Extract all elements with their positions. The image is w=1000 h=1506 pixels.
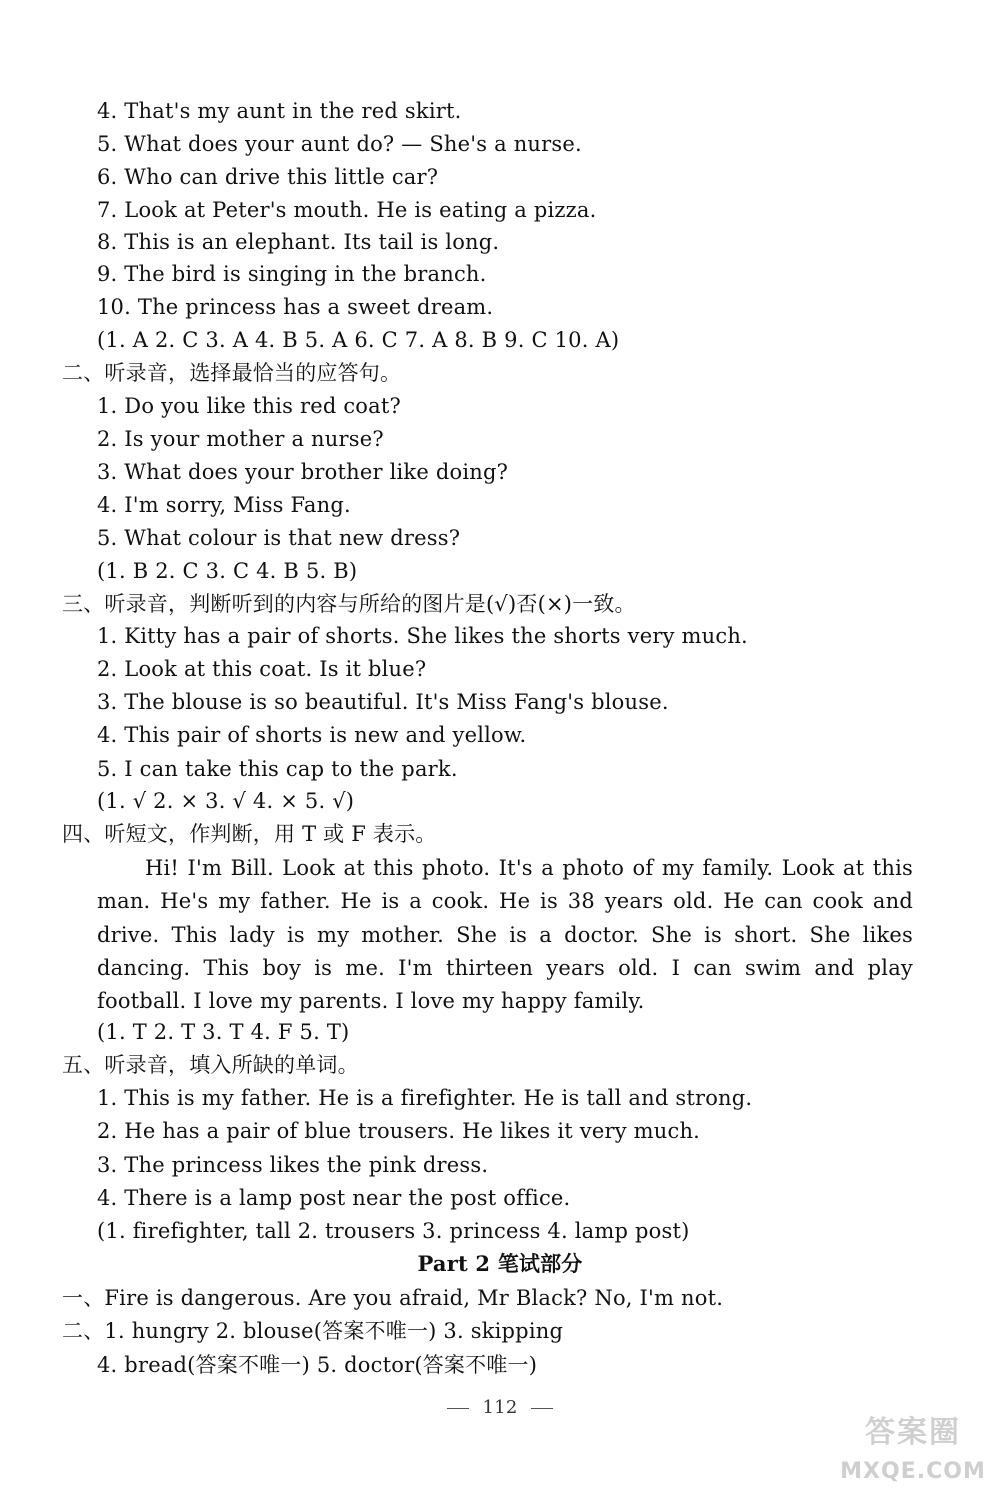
question-line: 2. Look at this coat. Is it blue? xyxy=(97,657,427,681)
question-line: 4. There is a lamp post near the post office. xyxy=(97,1186,571,1210)
question-line: 1. This is my father. He is a firefighter. He is tall and strong. xyxy=(97,1086,753,1110)
section-3-heading: 三、听录音，判断听到的内容与所给的图片是(√)否(×)一致。 xyxy=(62,592,636,616)
written-answer-2-cont: 4. bread(答案不唯一) 5. doctor(答案不唯一) xyxy=(97,1353,538,1377)
section-2-heading: 二、听录音，选择最恰当的应答句。 xyxy=(62,361,402,385)
question-line: 2. He has a pair of blue trousers. He likes it very much. xyxy=(97,1119,701,1143)
part-2-title: Part 2 笔试部分 xyxy=(417,1251,583,1276)
section-4-answers: (1. T 2. T 3. T 4. F 5. T) xyxy=(97,1020,350,1044)
answer-line-5: 5. What does your aunt do? — She's a nurse. xyxy=(97,132,582,156)
answer-line-8: 8. This is an elephant. Its tail is long. xyxy=(97,230,500,254)
question-line: 4. I'm sorry, Miss Fang. xyxy=(97,493,351,517)
question-line: 3. The princess likes the pink dress. xyxy=(97,1153,489,1177)
section-2-answers: (1. B 2. C 3. C 4. B 5. B) xyxy=(97,559,358,583)
question-line: 3. What does your brother like doing? xyxy=(97,460,509,484)
answer-line-10: 10. The princess has a sweet dream. xyxy=(97,295,494,319)
answer-line-7: 7. Look at Peter's mouth. He is eating a pizza. xyxy=(97,198,597,222)
section-3-answers: (1. √ 2. × 3. √ 4. × 5. √) xyxy=(97,789,355,813)
page-number-text: 112 xyxy=(482,1397,518,1418)
section-1-answers: (1. A 2. C 3. A 4. B 5. A 6. C 7. A 8. B 9. C 10. A) xyxy=(97,328,620,352)
answer-line-4: 4. That's my aunt in the red skirt. xyxy=(97,99,462,123)
question-line: 3. The blouse is so beautiful. It's Miss Fang's blouse. xyxy=(97,690,669,714)
listening-passage: Hi! I'm Bill. Look at this photo. It's a photo of my family. Look at this man. He's my father. He is a cook. He is 38 years old. He can cook and drive. This lady is my mother. She is a doctor. She is short. She likes dancing. This boy is me. I'm thirteen years old. I can swim and play football. I love my parents. I love my happy family. xyxy=(97,856,913,1014)
question-line: 5. I can take this cap to the park. xyxy=(97,757,458,781)
question-line: 5. What colour is that new dress? xyxy=(97,526,461,550)
question-line: 4. This pair of shorts is new and yellow. xyxy=(97,723,527,747)
answer-line-6: 6. Who can drive this little car? xyxy=(97,165,439,189)
page-number-dash-right xyxy=(531,1408,553,1409)
section-5-answers: (1. firefighter, tall 2. trousers 3. princess 4. lamp post) xyxy=(97,1219,690,1243)
answer-line-9: 9. The bird is singing in the branch. xyxy=(97,262,487,286)
watermark-logo-text: 答案圈 xyxy=(865,1415,961,1450)
section-4-heading: 四、听短文，作判断，用 T 或 F 表示。 xyxy=(62,822,437,846)
question-line: 2. Is your mother a nurse? xyxy=(97,427,384,451)
section-5-heading: 五、听录音，填入所缺的单词。 xyxy=(62,1053,359,1077)
watermark-url-text: MXQE.COM xyxy=(840,1459,986,1484)
question-line: 1. Kitty has a pair of shorts. She likes the shorts very much. xyxy=(97,624,748,648)
written-answer-2: 二、1. hungry 2. blouse(答案不唯一) 3. skipping xyxy=(62,1319,564,1343)
written-answer-1: 一、Fire is dangerous. Are you afraid, Mr Black? No, I'm not. xyxy=(62,1286,724,1310)
page-number-dash-left xyxy=(447,1408,469,1409)
question-line: 1. Do you like this red coat? xyxy=(97,394,401,418)
watermark-logo xyxy=(838,1408,988,1498)
